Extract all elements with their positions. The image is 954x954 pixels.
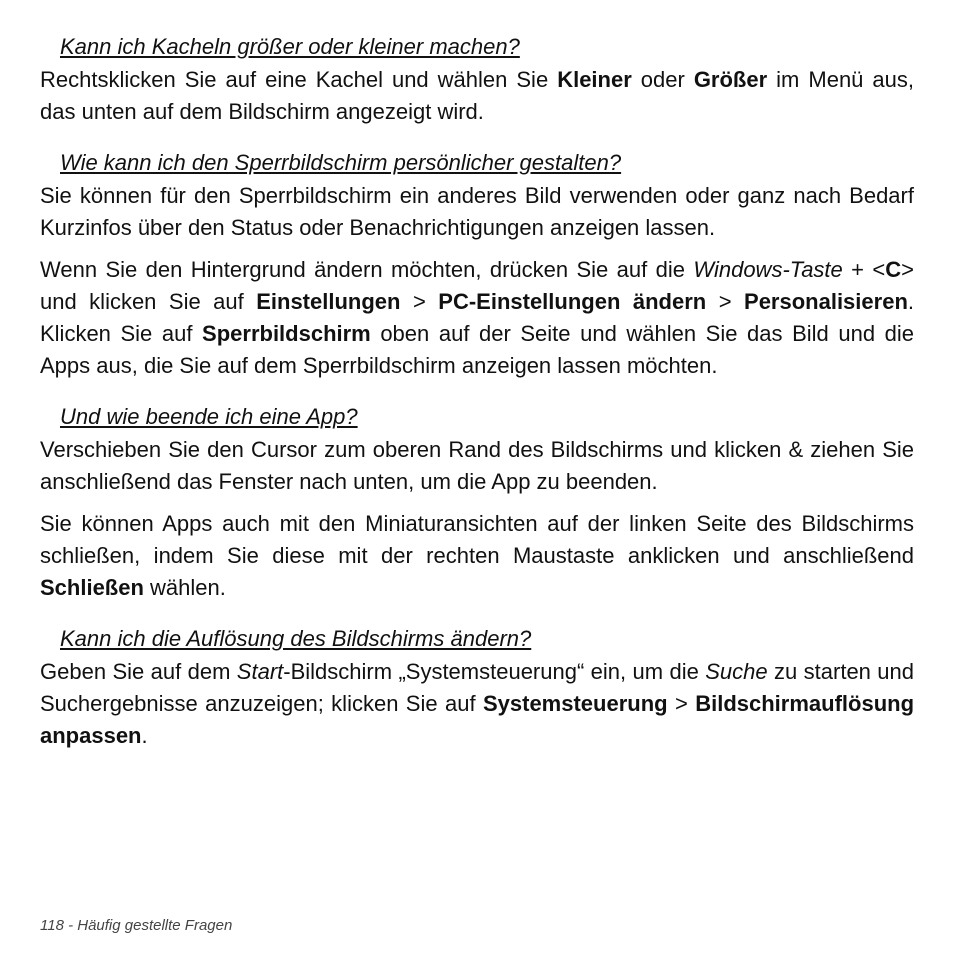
faq-answer-paragraph: Geben Sie auf dem Start-Bildschirm „Systemsteuerung“ ein, um die Suche zu starten und Suchergebnisse anzuzeigen; klicken Sie auf Systemsteuerung > Bildschirmauflösung anpassen. — [40, 659, 915, 748]
document-page — [40, 32, 914, 772]
ui-term-systemsteuerung: Systemsteuerung — [482, 691, 668, 716]
faq-question: Kann ich Kacheln größer oder kleiner machen? — [60, 34, 520, 59]
faq-question: Wie kann ich den Sperrbildschirm persönlicher gestalten? — [60, 150, 622, 175]
faq-answer-paragraph: Sie können Apps auch mit den Miniaturansichten auf der linken Seite des Bildschirms schließen, indem Sie diese mit der rechten Maustaste anklicken und anschließend Schließen wählen. — [40, 511, 914, 600]
key-c: C — [885, 257, 902, 282]
faq-answer-paragraph: Wenn Sie den Hintergrund ändern möchten, drücken Sie auf die Windows-Taste + <C> und klicken Sie auf Einstellungen > PC-Einstellungen ändern > Personalisieren. Klicken Sie auf Sperrbildschirm oben auf der Seite und wählen Sie das Bild und die Apps aus, die Sie auf dem Sperrbildschirm anzeigen lassen möchten. — [40, 257, 915, 378]
faq-section-lock-screen — [40, 148, 914, 382]
faq-answer-paragraph: Rechtsklicken Sie auf eine Kachel und wählen Sie Kleiner oder Größer im Menü aus, das unten auf dem Bildschirm angezeigt wird. — [40, 67, 914, 124]
faq-question: Und wie beende ich eine App? — [60, 404, 358, 429]
ui-term-kleiner: Kleiner — [557, 67, 632, 92]
term-start: Start — [236, 659, 284, 684]
faq-answer-paragraph: Verschieben Sie den Cursor zum oberen Rand des Bildschirms und klicken & ziehen Sie anschließend das Fenster nach unten, um die App zu beenden. — [40, 437, 914, 494]
ui-term-pc-einstellungen: PC-Einstellungen ändern — [438, 289, 707, 314]
key-name-windows: Windows-Taste — [693, 257, 843, 282]
faq-section-tile-size — [40, 32, 914, 128]
ui-term-schliessen: Schließen — [40, 575, 144, 600]
faq-section-close-app — [40, 402, 914, 604]
ui-term-bildschirmaufloesung: Bildschirmauflösung anpassen — [40, 691, 915, 748]
ui-term-sperrbildschirm: Sperrbildschirm — [202, 321, 371, 346]
faq-section-resolution — [40, 624, 914, 752]
ui-term-personalisieren: Personalisieren — [744, 289, 908, 314]
ui-term-einstellungen: Einstellungen — [256, 289, 401, 314]
faq-question: Kann ich die Auflösung des Bildschirms ändern? — [60, 626, 532, 651]
page-footer: 118 - Häufig gestellte Fragen — [40, 917, 233, 934]
term-suche: Suche — [705, 659, 768, 684]
faq-answer-paragraph: Sie können für den Sperrbildschirm ein anderes Bild verwenden oder ganz nach Bedarf Kurzinfos über den Status oder Benachrichtigungen anzeigen lassen. — [40, 183, 914, 240]
ui-term-groesser: Größer — [693, 67, 768, 92]
